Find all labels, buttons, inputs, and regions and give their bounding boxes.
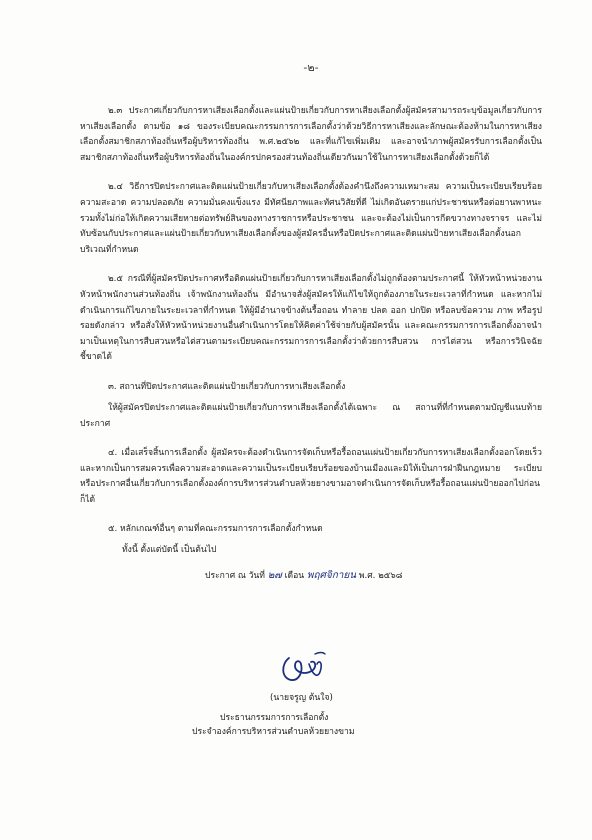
announce-month: พฤศจิกายน (306, 570, 357, 582)
announce-prefix: ประกาศ ณ วันที่ (205, 571, 265, 582)
signatory-title: ประธานกรรมการการเลือกตั้ง (220, 713, 329, 723)
signatory-organization: ประจำองค์การบริหารส่วนตำบลห้วยยางขาม (192, 727, 355, 737)
announce-day: ๒๗ (267, 570, 282, 582)
section-4-text: ๔. เมื่อเสร็จสิ้นการเลือกตั้ง ผู้สมัครจะต้องดำเนินการจัดเก็บหรือรื้อถอนแผ่นป้ายเกี่ยวกับการหาเสียงเลือกตั้งออกโดยเร็ว และหากเป็นการสมควรเพื่อความสะอาดและความเป็นระเบียบเรียบร้อยของบ้านเมืองและมิให้เป็นการฝ่าฝืนกฎหมาย ระเบียบ หรือประกาศอื่นเกี่ยวกับการเลือกตั้งองค์การบริหารส่วนตำบลห้วยยางขามอาจดำเนินการจัดเก็บหรือรื้อถอนแผ่นป้ายออกไปก่อนก็ได้ (80, 448, 542, 505)
paragraph-2-3: ๒.๓ ประกาศเกี่ยวกับการหาเสียงเลือกตั้งและแผ่นป้ายเกี่ยวกับการหาเสียงเลือกตั้งผู้สมัครสามารถระบุข้อมูลเกี่ยวกับการหาเสียงเลือกตั้ง ตามข้อ ๑๘ ของระเบียบคณะกรรมการการเลือกตั้งว่าด้วยวิธีการหาเสียงและลักษณะต้องห้ามในการหาเสียงเลือกตั้งสมาชิกสภาท้องถิ่นหรือผู้บริหารท้องถิ่น พ.ศ.๒๕๖๒ และที่แก้ไขเพิ่มเติม และอาจนำภาพผู้สมัครรับการเลือกตั้งเป็นสมาชิกสภาท้องถิ่นหรือผู้บริหารท้องถิ่นในองค์กรปกครองส่วนท้องถิ่นเดียวกันมาใช้ในการหาเสียงเลือกตั้งด้วยก็ได้ (80, 106, 542, 163)
paragraph-2-5: ๒.๕ กรณีที่ผู้สมัครปิดประกาศหรือติดแผ่นป้ายเกี่ยวกับการหาเสียงเลือกตั้งไม่ถูกต้องตามประกาศนี้ ให้หัวหน้าหน่วยงาน หัวหน้าพนักงานส่วนท้องถิ่น เจ้าพนักงานท้องถิ่น มีอำนาจสั่งผู้สมัครให้แก้ไขให้ถูกต้องภายในระยะเวลาที่กำหนด และหากไม่ดำเนินการแก้ไขภายในระยะเวลาที่กำหนด ให้ผู้มีอำนาจข้างต้นรื้อถอน ทำลาย ปลด ออก ปกปิด หรือลบข้อความ ภาพ หรือรูปรอยดังกล่าว หรือสั่งให้หัวหน้าหน่วยงานอื่นดำเนินการโดยให้คิดค่าใช้จ่ายกับผู้สมัครนั้น และคณะกรรมการการเลือกตั้งอาจนำมาเป็นเหตุในการสืบสวนหรือไต่สวนตามระเบียบคณะกรรมการการเลือกตั้งว่าด้วยการสืบสวน การไต่สวน หรือการวินิจฉัยชี้ขาดได้ (80, 274, 542, 363)
announce-year: พ.ศ. ๒๕๖๘ (358, 571, 403, 582)
effective-date-line: ทั้งนี้ ตั้งแต่บัดนี้ เป็นต้นไป (122, 545, 217, 556)
signatory-name: (นายจรูญ ต้นใจ) (270, 693, 333, 703)
section-3-heading: ๓. สถานที่ปิดประกาศและติดแผ่นป้ายเกี่ยวกับการหาเสียงเลือกตั้ง (108, 381, 346, 392)
section-5-text: ๕. หลักเกณฑ์อื่นๆ ตามที่คณะกรรมการการเลือกตั้งกำหนด (108, 524, 323, 535)
announce-month-label: เดือน (284, 571, 305, 582)
signature-image (275, 646, 335, 688)
paragraph-2-4: ๒.๔ วิธีการปิดประกาศและติดแผ่นป้ายเกี่ยวกับหาเสียงเลือกตั้งต้องคำนึงถึงความเหมาะสม ความเป็นระเบียบเรียบร้อย ความสะอาด ความปลอดภัย ความมั่นคงแข็งแรง มีทัศนียภาพและทัศนวิสัยที่ดี ไม่เกิดอันตรายแก่ประชาชนหรือต่อยานพาหนะ รวมทั้งไม่ก่อให้เกิดความเสียหายต่อทรัพย์สินของทางราชการหรือประชาชน และจะต้องไม่เป็นการกีดขวางทางจราจร และไม่ทับซ้อนกับประกาศและแผ่นป้ายเกี่ยวกับหาเสียงเลือกตั้งของผู้สมัครอื่นหรือปิดประกาศและติดแผ่นป้ายหาเสียงเลือกตั้งนอกบริเวณที่กำหนด (80, 182, 542, 255)
section-3-body: ให้ผู้สมัครปิดประกาศและติดแผ่นป้ายเกี่ยวกับการหาเสียงเลือกตั้งได้เฉพาะ ณ สถานที่ที่กำหนดตามบัญชีแนบท้ายประกาศ (80, 402, 542, 429)
announcement-date-line (80, 568, 542, 584)
page-number: -๒- (303, 61, 319, 74)
